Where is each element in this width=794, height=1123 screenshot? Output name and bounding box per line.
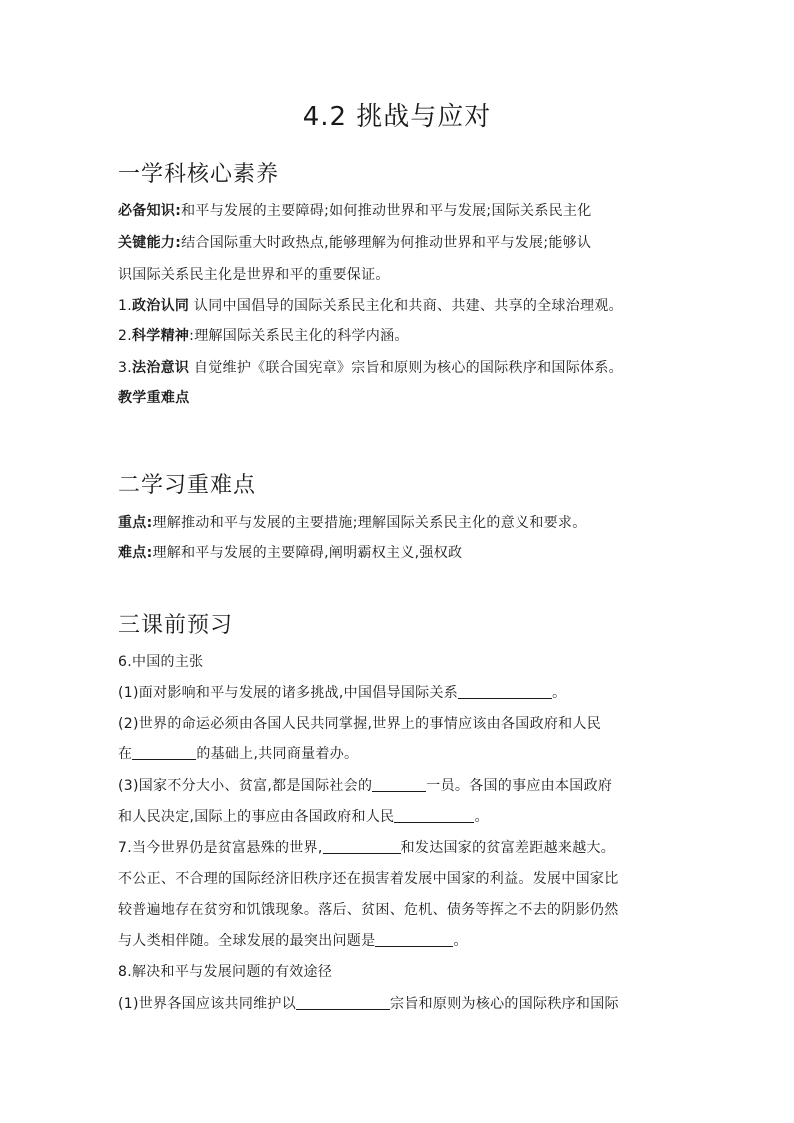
q7-text-e: 与人类相伴随。全球发展的最突出问题是: [118, 933, 376, 949]
q7-line-4: [118, 931, 468, 951]
page-title: 4.2 挑战与应对: [302, 102, 492, 132]
answer-blank: [375, 932, 453, 947]
q6-2-line-2: [118, 744, 358, 764]
difficulty-label: 难点:: [118, 545, 153, 561]
q6-3-end: 。: [474, 809, 489, 825]
item-political-identity: [118, 296, 623, 316]
q6-title: 6.中国的主张: [118, 654, 204, 670]
knowledge-text: 和平与发展的主要障碍;如何推动世界和平与发展;国际关系民主化: [181, 203, 592, 219]
q6-1-line: [118, 683, 566, 703]
q6-2-text-a: 在: [118, 746, 133, 762]
q6-3-text-c: 和人民决定,国际上的事应由各国政府和人民: [118, 809, 395, 825]
answer-blank: [132, 745, 196, 760]
focus-label: 重点:: [118, 515, 153, 531]
item-number: 3.: [118, 360, 132, 376]
item-label: 政治认同: [131, 298, 190, 314]
item-label: 科学精神: [131, 328, 190, 344]
answer-blank: [323, 839, 401, 854]
q6-2-line-1: (2)世界的命运必须由各国人民共同掌握,世界上的事情应该由各国政府和人民: [118, 716, 602, 732]
teaching-focus-label: 教学重难点: [118, 390, 190, 406]
q6-1-text: (1)面对影响和平与发展的诸多挑战,中国倡导国际关系: [118, 685, 459, 701]
q7-end: 。: [453, 933, 468, 949]
section-heading-core-literacy: 一学科核心素养: [118, 162, 280, 187]
q7-text-b: 和发达国家的贫富差距越来越大。: [400, 840, 616, 856]
item-text: 自觉维护《联合国宪章》宗旨和原则为核心的国际秩序和国际体系。: [189, 360, 623, 376]
q6-3-line-1: [118, 776, 612, 796]
knowledge-line: [118, 201, 592, 221]
item-rule-of-law: [118, 358, 623, 378]
ability-label: 关键能力:: [118, 235, 182, 251]
difficulty-line: [118, 543, 462, 563]
ability-line-2: 识国际关系民主化是世界和平的重要保证。: [118, 267, 390, 283]
answer-blank: [394, 808, 474, 823]
answer-blank: [458, 684, 552, 699]
q8-1-line: [118, 994, 619, 1014]
section-heading-preview: 三课前预习: [118, 613, 234, 638]
q6-1-end: 。: [552, 685, 567, 701]
q6-3-text-a: (3)国家不分大小、贫富,都是国际社会的: [118, 778, 373, 794]
focus-text: 理解推动和平与发展的主要措施;理解国际关系民主化的意义和要求。: [152, 515, 587, 531]
q7-line-3: 较普遍地存在贫穷和饥饿现象。落后、贫困、危机、债务等挥之不去的阴影仍然: [118, 902, 619, 918]
ability-line-1: [118, 233, 591, 253]
item-number: 1.: [118, 298, 132, 314]
ability-text-1: 结合国际重大时政热点,能够理解为何推动世界和平与发展;能够认: [181, 235, 592, 251]
item-text: :理解国际关系民主化的科学内涵。: [189, 328, 409, 344]
difficulty-text: 理解和平与发展的主要障碍,阐明霸权主义,强权政: [152, 545, 463, 561]
q7-text-a: 7.当今世界仍是贫富悬殊的世界,: [118, 840, 323, 856]
q7-line-1: [118, 838, 615, 858]
item-scientific-spirit: [118, 326, 409, 346]
item-label: 法治意识: [131, 360, 190, 376]
q8-1-text-a: (1)世界各国应该共同维护以: [118, 996, 297, 1012]
q7-line-2: 不公正、不合理的国际经济旧秩序还在损害着发展中国家的利益。发展中国家比: [118, 871, 619, 887]
q6-3-text-b: 一员。各国的事应由本国政府: [426, 778, 613, 794]
q6-3-line-2: [118, 807, 489, 827]
section-heading-key-points: 二学习重难点: [118, 473, 257, 498]
item-number: 2.: [118, 328, 132, 344]
answer-blank: [296, 995, 390, 1010]
item-text: 认同中国倡导的国际关系民主化和共商、共建、共享的全球治理观。: [189, 298, 623, 314]
q6-2-text-b: 的基础上,共同商量着办。: [196, 746, 359, 762]
q8-1-text-b: 宗旨和原则为核心的国际秩序和国际: [390, 996, 619, 1012]
answer-blank: [372, 777, 426, 792]
q8-title: 8.解决和平与发展问题的有效途径: [118, 964, 333, 980]
focus-line: [118, 513, 587, 533]
knowledge-label: 必备知识:: [118, 203, 182, 219]
